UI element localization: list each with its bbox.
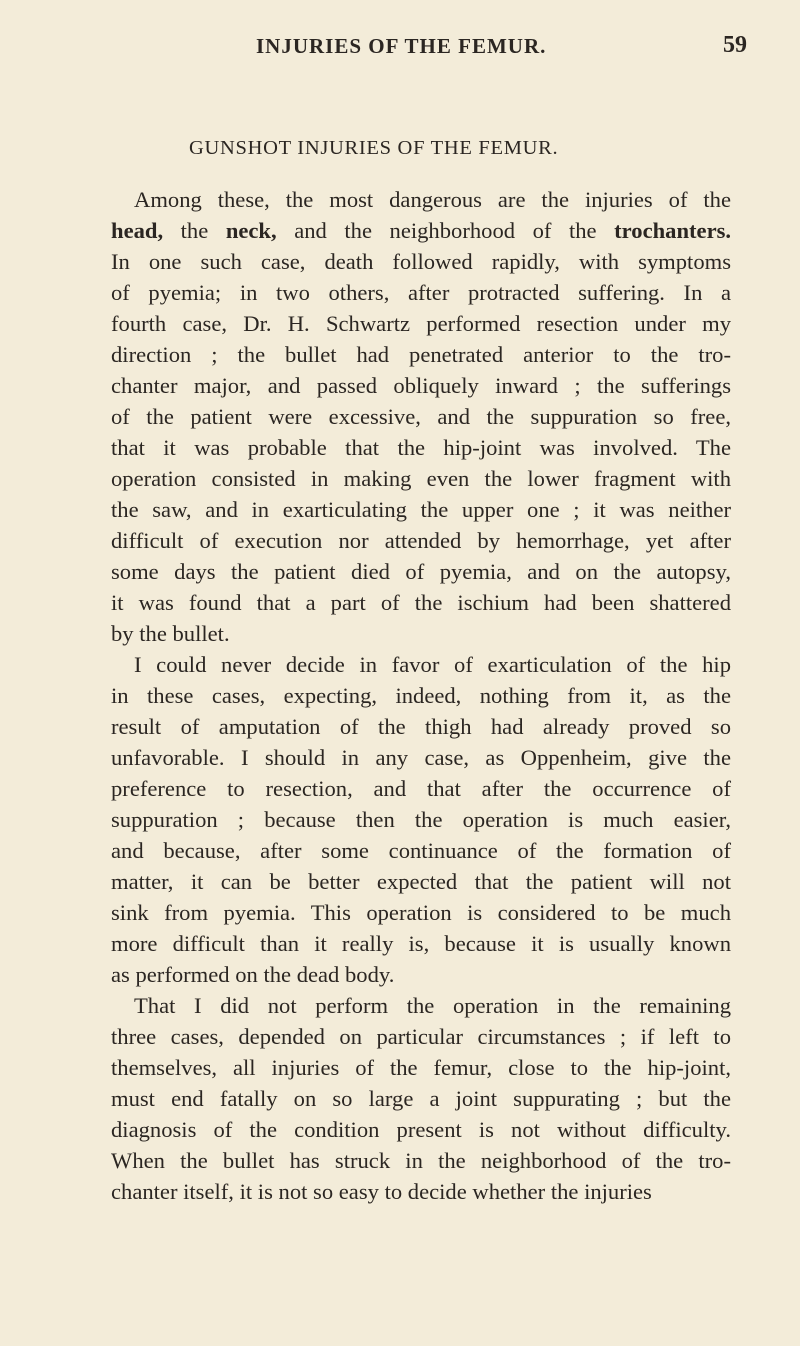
text-line: result of amputation of the thigh had already proved so — [111, 714, 731, 739]
text-line: of the patient were excessive, and the suppuration so free, — [111, 404, 731, 429]
text-line: in these cases, expecting, indeed, nothing from it, as the — [111, 683, 731, 708]
text-line: three cases, depended on particular circumstances ; if left to — [111, 1024, 731, 1049]
running-head — [0, 34, 800, 68]
text-line: operation consisted in making even the lower fragment with — [111, 466, 731, 491]
body-text — [111, 184, 731, 1207]
text-line: of pyemia; in two others, after protracted suffering. In a — [111, 280, 731, 305]
text-line: chanter itself, it is not so easy to decide whether the injuries — [111, 1179, 652, 1204]
text-line: fourth case, Dr. H. Schwartz performed resection under my — [111, 311, 731, 336]
text-line: unfavorable. I should in any case, as Oppenheim, give the — [111, 745, 731, 770]
text-line: preference to resection, and that after the occurrence of — [111, 776, 731, 801]
text-line: difficult of execution nor attended by hemorrhage, yet after — [111, 528, 731, 553]
text-line: In one such case, death followed rapidly, with symptoms — [111, 249, 731, 274]
text-line: diagnosis of the condition present is not without difficulty. — [111, 1117, 731, 1142]
text-line: I could never decide in favor of exarticulation of the hip — [134, 652, 731, 677]
emphasis-word: head, — [111, 218, 164, 243]
text-line: the saw, and in exarticulating the upper one ; it was neither — [111, 497, 731, 522]
text-line: that it was probable that the hip-joint was involved. The — [111, 435, 731, 460]
text-line: more difficult than it really is, because it is usually known — [111, 931, 731, 956]
text-line: head, the neck, and the neighborhood of the trochanters. — [111, 218, 732, 243]
running-title: INJURIES OF THE FEMUR. — [256, 34, 547, 58]
text-line: direction ; the bullet had penetrated anterior to the tro- — [111, 342, 731, 367]
text-line: sink from pyemia. This operation is considered to be much — [111, 900, 731, 925]
text-line: must end fatally on so large a joint suppurating ; but the — [111, 1086, 731, 1111]
emphasis-word: neck, — [225, 218, 277, 243]
text-line: some days the patient died of pyemia, and on the autopsy, — [111, 559, 731, 584]
text-line: matter, it can be better expected that the patient will not — [111, 869, 731, 894]
text-line: and because, after some continuance of the formation of — [111, 838, 731, 863]
text-line: That I did not perform the operation in the remaining — [134, 993, 731, 1018]
page-number: 59 — [723, 32, 747, 58]
emphasis-word: trochanters. — [614, 218, 732, 243]
text-line: chanter major, and passed obliquely inward ; the sufferings — [111, 373, 731, 398]
text-line: Among these, the most dangerous are the injuries of the — [134, 187, 731, 212]
text-line: themselves, all injuries of the femur, close to the hip-joint, — [111, 1055, 731, 1080]
text-line: by the bullet. — [111, 621, 230, 646]
text-line: as performed on the dead body. — [111, 962, 395, 987]
section-title: GUNSHOT INJURIES OF THE FEMUR. — [189, 137, 559, 159]
text-line: When the bullet has struck in the neighborhood of the tro- — [111, 1148, 731, 1173]
text-line: suppuration ; because then the operation is much easier, — [111, 807, 731, 832]
text-line: it was found that a part of the ischium had been shattered — [111, 590, 731, 615]
